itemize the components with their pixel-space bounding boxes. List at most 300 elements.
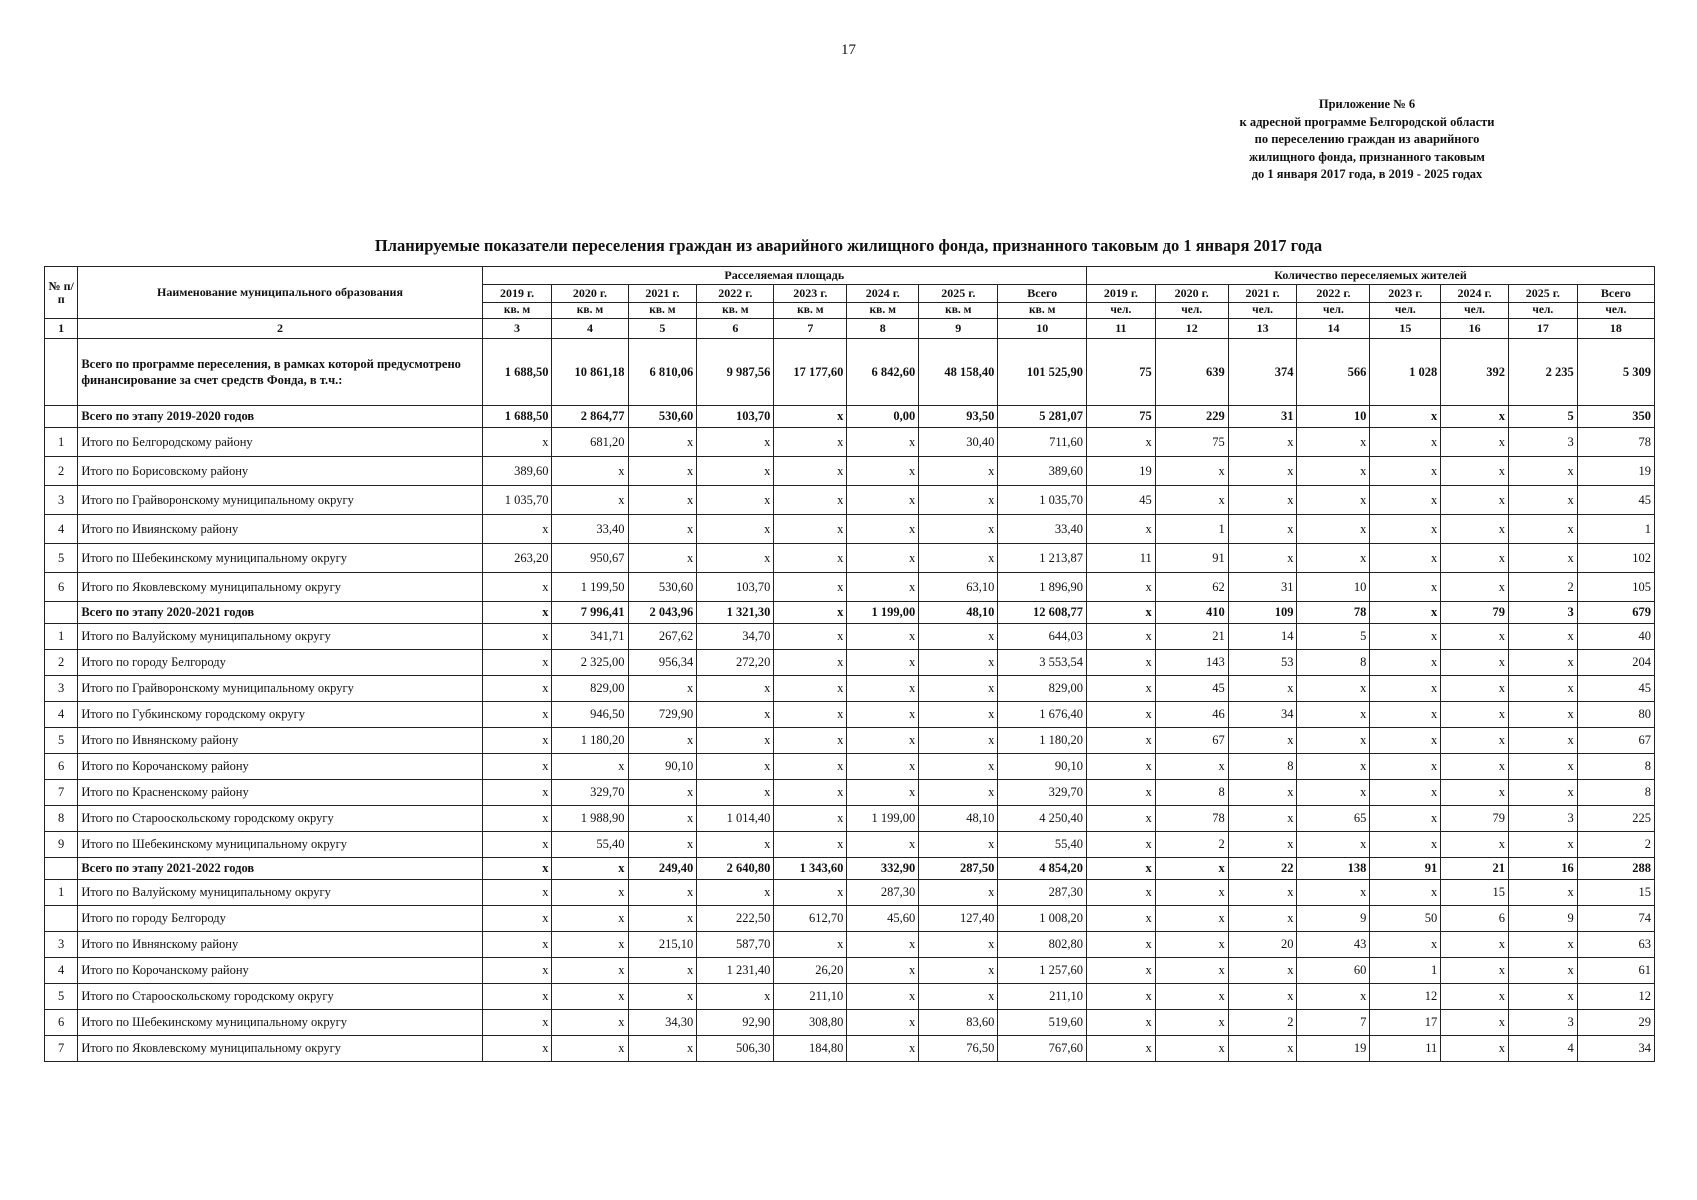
people-cell: x	[1297, 676, 1370, 702]
area-cell: x	[774, 728, 847, 754]
area-cell: x	[482, 573, 552, 602]
people-cell: x	[1441, 428, 1509, 457]
table-row	[45, 958, 1655, 984]
people-cell: x	[1228, 428, 1297, 457]
people-cell: 53	[1228, 650, 1297, 676]
people-cell: x	[1297, 457, 1370, 486]
people-cell: x	[1370, 602, 1441, 624]
area-cell: 1 008,20	[998, 906, 1087, 932]
row-number: 6	[45, 754, 78, 780]
area-cell: 184,80	[774, 1036, 847, 1062]
area-cell: x	[552, 1036, 628, 1062]
area-cell: x	[774, 544, 847, 573]
area-cell: x	[774, 428, 847, 457]
people-cell: 2	[1228, 1010, 1297, 1036]
area-cell: x	[552, 958, 628, 984]
area-cell: x	[919, 457, 998, 486]
area-cell: 519,60	[998, 1010, 1087, 1036]
people-cell: 75	[1155, 428, 1228, 457]
people-cell: x	[1155, 958, 1228, 984]
area-cell: 2 325,00	[552, 650, 628, 676]
area-cell: x	[919, 832, 998, 858]
area-cell: x	[919, 728, 998, 754]
people-cell: 45	[1577, 486, 1654, 515]
people-cell: x	[1087, 602, 1156, 624]
people-cell: 20	[1228, 932, 1297, 958]
people-cell: 8	[1297, 650, 1370, 676]
people-cell: 2	[1508, 573, 1577, 602]
people-cell: 9	[1508, 906, 1577, 932]
people-cell: 5	[1297, 624, 1370, 650]
people-cell: x	[1508, 486, 1577, 515]
people-cell: 6	[1441, 906, 1509, 932]
row-number	[45, 858, 78, 880]
row-number	[45, 406, 78, 428]
municipality-name: Итого по Старооскольскому городскому округу	[78, 806, 482, 832]
area-cell: 33,40	[552, 515, 628, 544]
people-cell: 78	[1155, 806, 1228, 832]
area-cell: 101 525,90	[998, 339, 1087, 406]
area-cell: 90,10	[998, 754, 1087, 780]
header-column-number: 12	[1155, 319, 1228, 339]
area-cell: x	[919, 754, 998, 780]
header-column-number: 10	[998, 319, 1087, 339]
people-cell: 34	[1577, 1036, 1654, 1062]
people-cell: x	[1508, 958, 1577, 984]
people-cell: x	[1508, 780, 1577, 806]
area-cell: 211,10	[774, 984, 847, 1010]
area-cell: 1 257,60	[998, 958, 1087, 984]
people-cell: 392	[1441, 339, 1509, 406]
area-cell: x	[847, 573, 919, 602]
people-cell: x	[1228, 457, 1297, 486]
area-cell: x	[774, 515, 847, 544]
area-cell: 506,30	[697, 1036, 774, 1062]
people-cell: x	[1087, 780, 1156, 806]
area-cell: x	[482, 958, 552, 984]
area-cell: 6 810,06	[628, 339, 697, 406]
table-row	[45, 1036, 1655, 1062]
area-cell: x	[847, 676, 919, 702]
area-cell: x	[482, 650, 552, 676]
people-cell: 63	[1577, 932, 1654, 958]
area-cell: 612,70	[774, 906, 847, 932]
people-cell: 566	[1297, 339, 1370, 406]
people-cell: 3	[1508, 806, 1577, 832]
header-year-people: 2022 г.	[1297, 285, 1370, 303]
header-unit-people: чел.	[1577, 303, 1654, 319]
people-cell: 12	[1370, 984, 1441, 1010]
area-cell: x	[847, 515, 919, 544]
people-cell: x	[1441, 754, 1509, 780]
people-cell: 10	[1297, 406, 1370, 428]
area-cell: 103,70	[697, 406, 774, 428]
people-cell: 288	[1577, 858, 1654, 880]
header-year-people: Всего	[1577, 285, 1654, 303]
people-cell: x	[1155, 984, 1228, 1010]
row-number: 7	[45, 780, 78, 806]
row-number: 8	[45, 806, 78, 832]
area-cell: x	[847, 832, 919, 858]
header-column-number: 1	[45, 319, 78, 339]
people-cell: x	[1441, 1010, 1509, 1036]
area-cell: 45,60	[847, 906, 919, 932]
header-column-number: 14	[1297, 319, 1370, 339]
row-number: 6	[45, 573, 78, 602]
row-number: 6	[45, 1010, 78, 1036]
people-cell: x	[1370, 573, 1441, 602]
people-cell: 46	[1155, 702, 1228, 728]
header-unit-people: чел.	[1370, 303, 1441, 319]
area-cell: 90,10	[628, 754, 697, 780]
area-cell: 644,03	[998, 624, 1087, 650]
people-cell: x	[1297, 880, 1370, 906]
people-cell: x	[1370, 544, 1441, 573]
area-cell: x	[482, 515, 552, 544]
people-cell: 43	[1297, 932, 1370, 958]
people-cell: x	[1087, 676, 1156, 702]
people-cell: 15	[1441, 880, 1509, 906]
table-row	[45, 650, 1655, 676]
header-unit-area: кв. м	[552, 303, 628, 319]
area-cell: x	[628, 832, 697, 858]
people-cell: x	[1087, 702, 1156, 728]
area-cell: 127,40	[919, 906, 998, 932]
area-cell: x	[919, 486, 998, 515]
municipality-name: Итого по Шебекинскому муниципальному округу	[78, 832, 482, 858]
people-cell: 91	[1155, 544, 1228, 573]
table-row	[45, 1010, 1655, 1036]
people-cell: x	[1370, 676, 1441, 702]
people-cell: x	[1441, 573, 1509, 602]
people-cell: x	[1228, 728, 1297, 754]
row-number: 3	[45, 676, 78, 702]
area-cell: x	[482, 932, 552, 958]
area-cell: 10 861,18	[552, 339, 628, 406]
people-cell: x	[1297, 728, 1370, 754]
area-cell: 12 608,77	[998, 602, 1087, 624]
area-cell: 222,50	[697, 906, 774, 932]
table-row	[45, 428, 1655, 457]
people-cell: 1 028	[1370, 339, 1441, 406]
table-row	[45, 806, 1655, 832]
area-cell: x	[482, 428, 552, 457]
area-cell: 7 996,41	[552, 602, 628, 624]
table-row	[45, 486, 1655, 515]
area-cell: 341,71	[552, 624, 628, 650]
header-unit-area: кв. м	[628, 303, 697, 319]
people-cell: x	[1155, 880, 1228, 906]
row-number: 5	[45, 984, 78, 1010]
area-cell: 1 213,87	[998, 544, 1087, 573]
header-unit-area: кв. м	[697, 303, 774, 319]
header-column-number: 2	[78, 319, 482, 339]
header-unit-area: кв. м	[482, 303, 552, 319]
row-number: 5	[45, 728, 78, 754]
area-cell: x	[847, 728, 919, 754]
people-cell: x	[1508, 832, 1577, 858]
appendix-line: Приложение № 6	[1318, 97, 1416, 111]
header-year-area: 2022 г.	[697, 285, 774, 303]
page-number: 17	[841, 42, 856, 58]
area-cell: x	[919, 544, 998, 573]
table-row	[45, 457, 1655, 486]
area-cell: x	[628, 544, 697, 573]
people-cell: x	[1228, 1036, 1297, 1062]
area-cell: x	[847, 544, 919, 573]
people-cell: x	[1508, 676, 1577, 702]
area-cell: 1 199,00	[847, 602, 919, 624]
people-cell: 3	[1508, 602, 1577, 624]
area-cell: 26,20	[774, 958, 847, 984]
people-cell: x	[1508, 624, 1577, 650]
area-cell: x	[482, 1036, 552, 1062]
row-number: 4	[45, 515, 78, 544]
header-unit-people: чел.	[1087, 303, 1156, 319]
people-cell: 74	[1577, 906, 1654, 932]
people-cell: 16	[1508, 858, 1577, 880]
area-cell: 308,80	[774, 1010, 847, 1036]
area-cell: x	[847, 702, 919, 728]
area-cell: 1 199,00	[847, 806, 919, 832]
area-cell: 1 199,50	[552, 573, 628, 602]
header-area-group: Расселяемая площадь	[482, 267, 1086, 285]
area-cell: x	[628, 906, 697, 932]
people-cell: 11	[1087, 544, 1156, 573]
table-row	[45, 754, 1655, 780]
area-cell: 272,20	[697, 650, 774, 676]
area-cell: 93,50	[919, 406, 998, 428]
header-year-area: 2021 г.	[628, 285, 697, 303]
area-cell: x	[552, 858, 628, 880]
area-cell: 263,20	[482, 544, 552, 573]
area-cell: x	[482, 906, 552, 932]
people-cell: x	[1087, 515, 1156, 544]
people-cell: 2 235	[1508, 339, 1577, 406]
municipality-name: Итого по Ивнянскому району	[78, 728, 482, 754]
header-column-number: 13	[1228, 319, 1297, 339]
area-cell: x	[774, 650, 847, 676]
area-cell: x	[774, 702, 847, 728]
area-cell: 1 321,30	[697, 602, 774, 624]
people-cell: x	[1297, 428, 1370, 457]
people-cell: x	[1297, 544, 1370, 573]
people-cell: x	[1370, 754, 1441, 780]
people-cell: x	[1441, 676, 1509, 702]
people-cell: x	[1087, 932, 1156, 958]
people-cell: x	[1228, 806, 1297, 832]
people-cell: 75	[1087, 339, 1156, 406]
people-cell: x	[1087, 984, 1156, 1010]
people-cell: x	[1155, 932, 1228, 958]
row-number: 1	[45, 428, 78, 457]
area-cell: x	[847, 428, 919, 457]
people-cell: x	[1087, 832, 1156, 858]
people-cell: x	[1228, 832, 1297, 858]
header-column-number: 15	[1370, 319, 1441, 339]
area-cell: x	[847, 486, 919, 515]
area-cell: x	[774, 754, 847, 780]
area-cell: 1 180,20	[552, 728, 628, 754]
area-cell: 587,70	[697, 932, 774, 958]
people-cell: 12	[1577, 984, 1654, 1010]
area-cell: x	[774, 624, 847, 650]
people-cell: x	[1228, 676, 1297, 702]
area-cell: x	[552, 457, 628, 486]
header-column-number: 6	[697, 319, 774, 339]
area-cell: 48,10	[919, 602, 998, 624]
area-cell: 55,40	[998, 832, 1087, 858]
municipality-name: Итого по Шебекинскому муниципальному округу	[78, 1010, 482, 1036]
people-cell: x	[1087, 1010, 1156, 1036]
area-cell: 329,70	[552, 780, 628, 806]
area-cell: x	[552, 984, 628, 1010]
municipality-name: Итого по Красненскому району	[78, 780, 482, 806]
area-cell: x	[697, 780, 774, 806]
area-cell: 767,60	[998, 1036, 1087, 1062]
people-cell: x	[1087, 858, 1156, 880]
header-unit-area: кв. м	[998, 303, 1087, 319]
people-cell: x	[1155, 754, 1228, 780]
area-cell: x	[919, 515, 998, 544]
municipality-name: Итого по Грайворонскому муниципальному округу	[78, 486, 482, 515]
area-cell: 34,30	[628, 1010, 697, 1036]
people-cell: 109	[1228, 602, 1297, 624]
people-cell: 40	[1577, 624, 1654, 650]
municipality-name: Итого по Старооскольскому городскому округу	[78, 984, 482, 1010]
area-cell: 711,60	[998, 428, 1087, 457]
area-cell: x	[482, 806, 552, 832]
header-year-area: 2019 г.	[482, 285, 552, 303]
header-column-number: 7	[774, 319, 847, 339]
people-cell: x	[1370, 486, 1441, 515]
area-cell: x	[774, 457, 847, 486]
area-cell: x	[697, 515, 774, 544]
people-cell: 21	[1155, 624, 1228, 650]
people-cell: 50	[1370, 906, 1441, 932]
area-cell: x	[919, 780, 998, 806]
people-cell: 143	[1155, 650, 1228, 676]
area-cell: 4 250,40	[998, 806, 1087, 832]
people-cell: x	[1087, 806, 1156, 832]
area-cell: x	[482, 702, 552, 728]
area-cell: 287,30	[847, 880, 919, 906]
header-column-number: 9	[919, 319, 998, 339]
people-cell: x	[1441, 702, 1509, 728]
appendix-line: по переселению граждан из аварийного	[1254, 132, 1480, 146]
people-cell: x	[1087, 573, 1156, 602]
people-cell: x	[1441, 650, 1509, 676]
people-cell: 19	[1087, 457, 1156, 486]
people-cell: x	[1155, 1036, 1228, 1062]
header-year-area: 2023 г.	[774, 285, 847, 303]
people-cell: 11	[1370, 1036, 1441, 1062]
area-cell: 950,67	[552, 544, 628, 573]
area-cell: x	[628, 728, 697, 754]
header-column-number: 17	[1508, 319, 1577, 339]
header-column-number: 16	[1441, 319, 1509, 339]
people-cell: 19	[1297, 1036, 1370, 1062]
people-cell: x	[1441, 832, 1509, 858]
area-cell: 2 640,80	[697, 858, 774, 880]
area-cell: x	[847, 780, 919, 806]
header-no: № п/п	[45, 267, 78, 319]
area-cell: x	[847, 624, 919, 650]
area-cell: 1 896,90	[998, 573, 1087, 602]
area-cell: x	[628, 1036, 697, 1062]
people-cell: 31	[1228, 406, 1297, 428]
people-cell: 374	[1228, 339, 1297, 406]
table-row	[45, 676, 1655, 702]
people-cell: x	[1297, 984, 1370, 1010]
area-cell: x	[552, 906, 628, 932]
header-year-area: 2025 г.	[919, 285, 998, 303]
people-cell: x	[1441, 984, 1509, 1010]
area-cell: x	[482, 832, 552, 858]
area-cell: x	[697, 832, 774, 858]
people-cell: 62	[1155, 573, 1228, 602]
municipality-name: Итого по Валуйскому муниципальному округу	[78, 880, 482, 906]
people-cell: x	[1228, 880, 1297, 906]
people-cell: 78	[1577, 428, 1654, 457]
people-cell: x	[1297, 832, 1370, 858]
table-row	[45, 906, 1655, 932]
area-cell: x	[919, 984, 998, 1010]
area-cell: x	[482, 858, 552, 880]
table-row	[45, 573, 1655, 602]
people-cell: x	[1297, 754, 1370, 780]
people-cell: x	[1155, 1010, 1228, 1036]
area-cell: x	[774, 573, 847, 602]
people-cell: 639	[1155, 339, 1228, 406]
people-cell: 410	[1155, 602, 1228, 624]
people-cell: 31	[1228, 573, 1297, 602]
area-cell: 5 281,07	[998, 406, 1087, 428]
area-cell: 287,50	[919, 858, 998, 880]
area-cell: 83,60	[919, 1010, 998, 1036]
area-cell: x	[628, 880, 697, 906]
area-cell: 48 158,40	[919, 339, 998, 406]
area-cell: 332,90	[847, 858, 919, 880]
municipality-name: Итого по Борисовскому району	[78, 457, 482, 486]
header-unit-people: чел.	[1441, 303, 1509, 319]
header-unit-people: чел.	[1508, 303, 1577, 319]
people-cell: x	[1087, 880, 1156, 906]
people-cell: 2	[1155, 832, 1228, 858]
row-number: 3	[45, 932, 78, 958]
people-cell: x	[1441, 544, 1509, 573]
header-column-number: 11	[1087, 319, 1156, 339]
area-cell: x	[628, 984, 697, 1010]
people-cell: x	[1370, 932, 1441, 958]
appendix-line: жилищного фонда, признанного таковым	[1249, 149, 1485, 164]
header-column-number: 8	[847, 319, 919, 339]
people-cell: 17	[1370, 1010, 1441, 1036]
area-cell: x	[774, 676, 847, 702]
table-row	[45, 544, 1655, 573]
people-cell: 8	[1155, 780, 1228, 806]
area-cell: x	[847, 650, 919, 676]
people-cell: x	[1228, 544, 1297, 573]
area-cell: 681,20	[552, 428, 628, 457]
area-cell: 17 177,60	[774, 339, 847, 406]
area-cell: x	[482, 602, 552, 624]
people-cell: 1	[1155, 515, 1228, 544]
header-unit-people: чел.	[1297, 303, 1370, 319]
row-number: 1	[45, 880, 78, 906]
header-name: Наименование муниципального образования	[78, 267, 482, 319]
municipality-name: Всего по программе переселения, в рамках которой предусмотрено финансирование за счет средств Фонда, в т.ч.:	[78, 339, 482, 406]
